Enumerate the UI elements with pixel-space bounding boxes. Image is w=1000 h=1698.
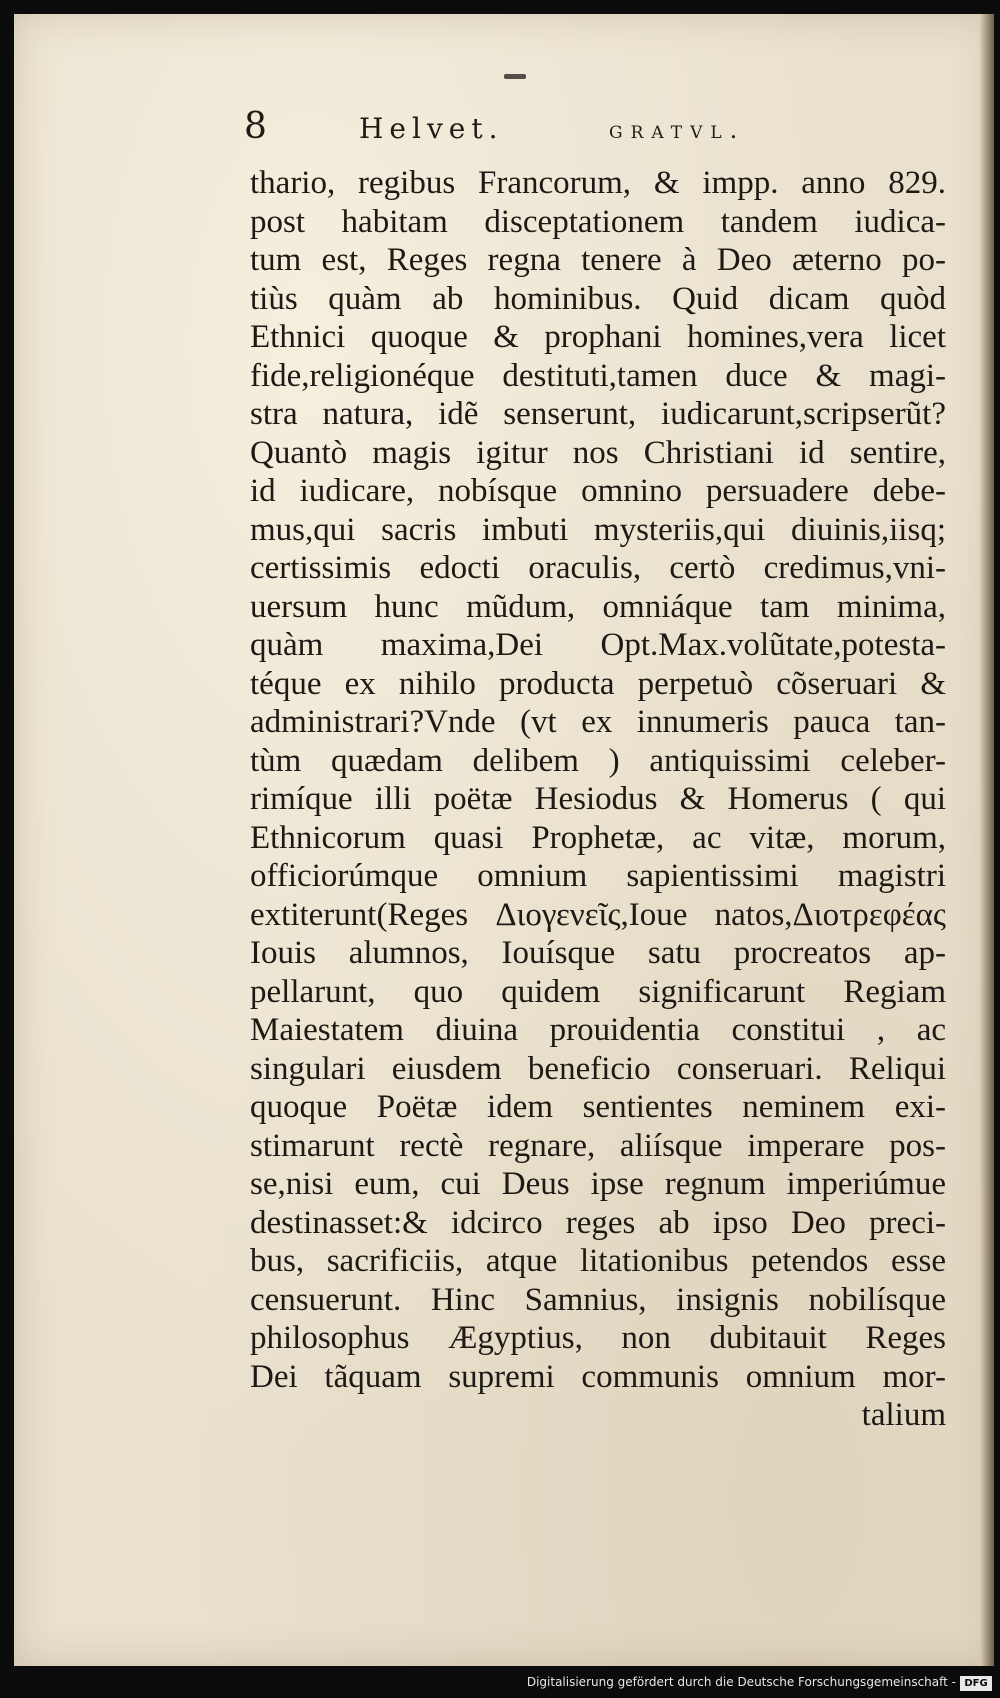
text-line: certissimis edocti oraculis, certò credimus,vni- [250, 550, 946, 586]
page-number: 8 [244, 106, 267, 147]
text-line: destinasset:& idcirco reges ab ipso Deo preci- [250, 1204, 946, 1241]
text-line: Ethnici quoque & prophani homines,vera licet [250, 319, 946, 355]
text-line: Iouis alumnos, Iouísque satu procreatos ap- [250, 935, 946, 971]
text-line: post habitam disceptationem tandem iudica- [250, 203, 946, 240]
page-gutter-shadow [980, 14, 994, 1666]
text-line: Quantò magis igitur nos Christiani id sentire, [250, 434, 946, 471]
text-line: thario, regibus Francorum, & impp. anno 829. [250, 165, 946, 201]
text-line: tum est, Reges regna tenere à Deo æterno po- [250, 242, 946, 278]
text-line: singulari eiusdem beneficio conseruari. Reliqui [250, 1050, 946, 1087]
page-header [244, 106, 864, 156]
running-title: Helvet. [359, 112, 504, 145]
text-line: Ethnicorum quasi Prophetæ, ac vitæ, morum, [250, 819, 946, 856]
text-line: fide,religionéque destituti,tamen duce & magi- [250, 357, 946, 394]
text-line: philosophus Ægyptius, non dubitauit Reges [250, 1320, 946, 1356]
text-line: téque ex nihilo producta perpetuò cõseruari & [250, 665, 946, 702]
text-line: Maiestatem diuina prouidentia constitui , ac [250, 1012, 946, 1048]
text-line: uersum hunc mũdum, omniáque tam minima, [250, 588, 946, 625]
book-page [14, 14, 994, 1666]
catchword: talium [861, 1397, 946, 1433]
printer-mark [504, 74, 526, 79]
text-line: stra natura, idẽ senserunt, iudicarunt,scripserũt? [250, 396, 946, 432]
text-line: tiùs quàm ab hominibus. Quid dicam quòd [250, 280, 946, 317]
text-line: administrari?Vnde (vt ex innumeris pauca tan- [250, 704, 946, 740]
dfg-logo: DFG [960, 1676, 992, 1691]
text-line: bus, sacrificiis, atque litationibus petendos esse [250, 1243, 946, 1279]
text-line: tùm quædam delibem ) antiquissimi celeber- [250, 742, 946, 779]
text-line: extiterunt(Reges Διογενεῖς,Ioue natos,Διοτρεφέας [250, 896, 946, 933]
text-line: mus,qui sacris imbuti mysteriis,qui diuinis,iisq; [250, 511, 946, 548]
running-title-right: gratvl. [609, 116, 746, 144]
text-line: stimarunt rectè regnare, aliísque imperare pos- [250, 1127, 946, 1164]
text-line: rimíque illi poëtæ Hesiodus & Homerus ( qui [250, 781, 946, 817]
text-line: quoque Poëtæ idem sentientes neminem exi- [250, 1089, 946, 1125]
text-line: se,nisi eum, cui Deus ipse regnum imperiúmue [250, 1166, 946, 1202]
text-line: censuerunt. Hinc Samnius, insignis nobilísque [250, 1281, 946, 1318]
footer-bar [0, 1672, 1000, 1698]
text-line: id iudicare, nobísque omnino persuadere debe- [250, 473, 946, 509]
text-line: Dei tãquam supremi communis omnium mor- [250, 1358, 946, 1395]
text-line: officiorúmque omnium sapientissimi magistri [250, 858, 946, 894]
funding-credit: Digitalisierung gefördert durch die Deutsche Forschungsgemeinschaft - [526, 1675, 956, 1689]
text-line: pellarunt, quo quidem significarunt Regiam [250, 973, 946, 1010]
body-text [250, 164, 946, 1435]
text-line: quàm maxima,Dei Opt.Max.volũtate,potesta- [250, 627, 946, 663]
